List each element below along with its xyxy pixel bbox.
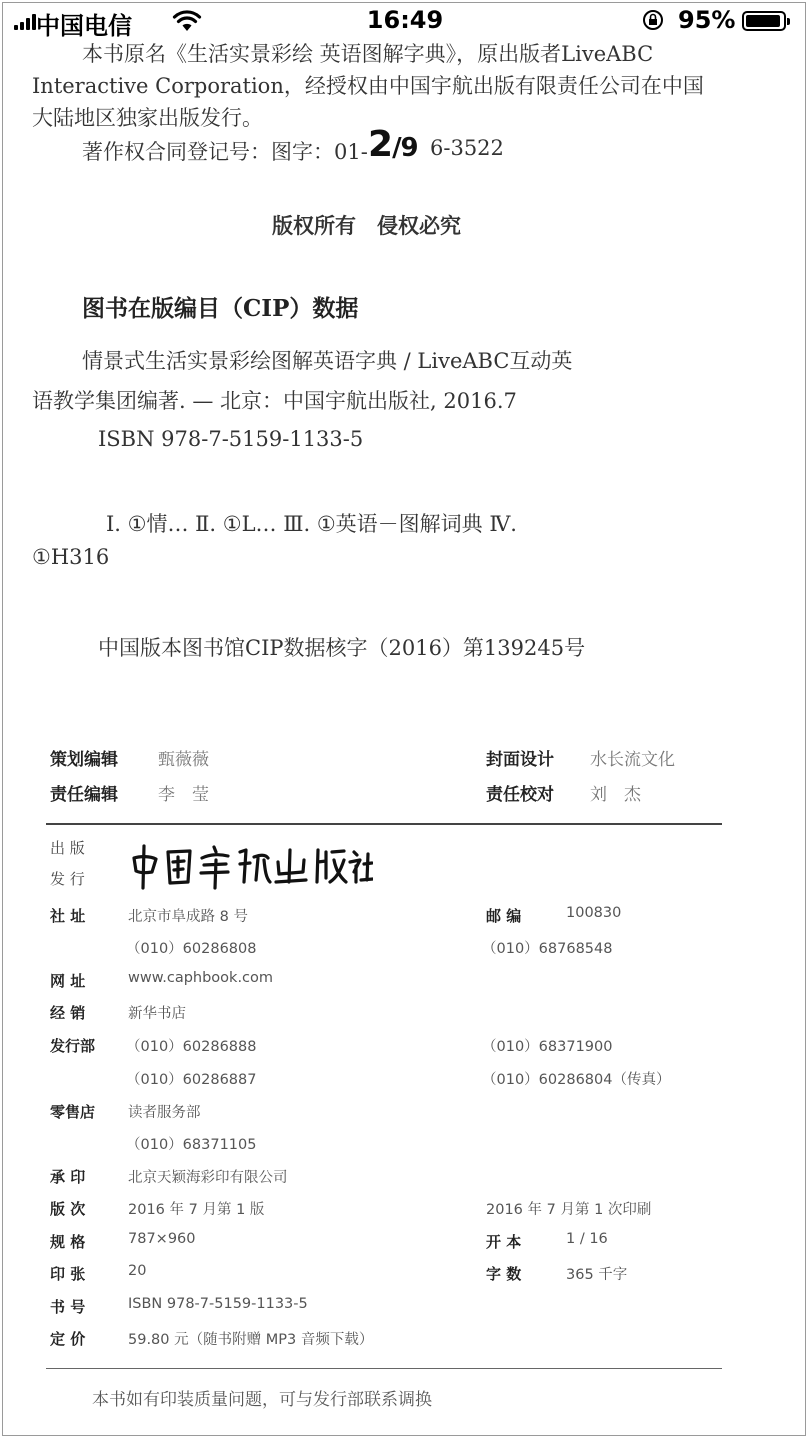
sales-dept-label: 发行部 — [50, 1037, 96, 1055]
sheets-label: 印 张 — [50, 1265, 86, 1283]
zip-value: 100830 — [566, 905, 622, 921]
zip-label: 邮 编 — [486, 907, 522, 925]
clock: 16:49 — [366, 6, 444, 34]
publish-label-a: 出 版 — [50, 839, 85, 857]
cip-classification-2: ①H316 — [32, 545, 110, 569]
word-count-label: 字 数 — [486, 1265, 522, 1283]
printing-value: 2016 年 7 月第 1 次印刷 — [486, 1202, 652, 1218]
battery-fill — [746, 15, 780, 27]
page-current: 2 — [368, 124, 393, 165]
price-value: 59.80 元（随书附赠 MP3 音频下载） — [128, 1332, 374, 1348]
rights-reserved: 版权所有 侵权必究 — [272, 213, 461, 238]
copyright-line-2: Interactive Corporation，经授权由中国宇航出版有限责任公司在中国 — [32, 74, 704, 98]
divider-bottom — [46, 1368, 722, 1369]
format-value: 1 / 16 — [566, 1231, 608, 1247]
phone-1: （010）60286808 — [126, 941, 257, 957]
cover-design-name: 水长流文化 — [590, 750, 675, 770]
book-number-label: 书 号 — [50, 1298, 86, 1316]
battery-percent: 95% — [678, 6, 736, 34]
phone-2: （010）68768548 — [482, 941, 613, 957]
copyright-line-3: 大陆地区独家出版发行。 — [32, 106, 263, 130]
cip-classification-1: Ⅰ. ①情… Ⅱ. ①L… Ⅲ. ①英语－图解词典 Ⅳ. — [106, 512, 517, 536]
retail-label: 零售店 — [50, 1103, 96, 1121]
page-total: /9 — [392, 133, 418, 163]
distributor-value: 新华书店 — [128, 1006, 186, 1022]
sales-fax: （010）60286804（传真） — [482, 1072, 671, 1088]
contract-number-suffix: 6-3522 — [430, 136, 504, 160]
address-value: 北京市阜成路 8 号 — [128, 909, 248, 925]
responsible-editor-name: 李 莹 — [158, 785, 209, 805]
address-label: 社 址 — [50, 907, 86, 925]
retail-phone: （010）68371105 — [126, 1137, 257, 1153]
cip-verification: 中国版本图书馆CIP数据核字（2016）第139245号 — [98, 636, 586, 660]
copyright-line-1: 本书原名《生活实景彩绘 英语图解字典》，原出版者LiveABC — [82, 42, 654, 66]
cip-line-1: 情景式生活实景彩绘图解英语字典 / LiveABC互动英 — [82, 349, 573, 373]
planning-editor-label: 策划编辑 — [50, 750, 118, 770]
sheets-value: 20 — [128, 1263, 147, 1279]
edition-label: 版 次 — [50, 1200, 86, 1218]
publisher-logo — [128, 842, 373, 892]
price-label: 定 价 — [50, 1330, 86, 1348]
word-count-value: 365 千字 — [566, 1267, 628, 1283]
format-label: 开 本 — [486, 1233, 522, 1251]
proofreader-name: 刘 杰 — [590, 785, 641, 805]
battery-icon — [742, 11, 786, 31]
sales-phone-1: （010）60286888 — [126, 1039, 257, 1055]
publish-label-b: 发 行 — [50, 870, 85, 888]
status-bar — [0, 0, 810, 44]
cover-design-label: 封面设计 — [486, 750, 554, 770]
spec-value: 787×960 — [128, 1231, 196, 1247]
cip-line-2: 语教学集团编著. — 北京：中国宇航出版社, 2016.7 — [32, 389, 517, 413]
book-number-value: ISBN 978-7-5159-1133-5 — [128, 1296, 308, 1312]
retail-value: 读者服务部 — [128, 1105, 201, 1121]
website-label: 网 址 — [50, 972, 86, 990]
carrier-label: 中国电信 — [36, 12, 132, 40]
rotation-lock-icon — [642, 9, 664, 31]
divider-top — [46, 823, 722, 825]
edition-value: 2016 年 7 月第 1 版 — [128, 1202, 265, 1218]
printer-label: 承 印 — [50, 1168, 86, 1186]
cip-isbn: ISBN 978-7-5159-1133-5 — [98, 427, 364, 451]
contract-number-prefix: 著作权合同登记号：图字：01- — [82, 140, 368, 164]
sales-phone-3: （010）60286887 — [126, 1072, 257, 1088]
printer-value: 北京天颖海彩印有限公司 — [128, 1170, 288, 1186]
spec-label: 规 格 — [50, 1233, 86, 1251]
planning-editor-name: 甄薇薇 — [158, 750, 209, 770]
footer-note: 本书如有印装质量问题，可与发行部联系调换 — [92, 1390, 432, 1410]
distributor-label: 经 销 — [50, 1004, 86, 1022]
page-indicator — [368, 124, 418, 165]
cip-heading: 图书在版编目（CIP）数据 — [82, 295, 359, 322]
responsible-editor-label: 责任编辑 — [50, 785, 118, 805]
sales-phone-2: （010）68371900 — [482, 1039, 613, 1055]
website-value: www.caphbook.com — [128, 970, 274, 986]
proofreader-label: 责任校对 — [486, 785, 554, 805]
